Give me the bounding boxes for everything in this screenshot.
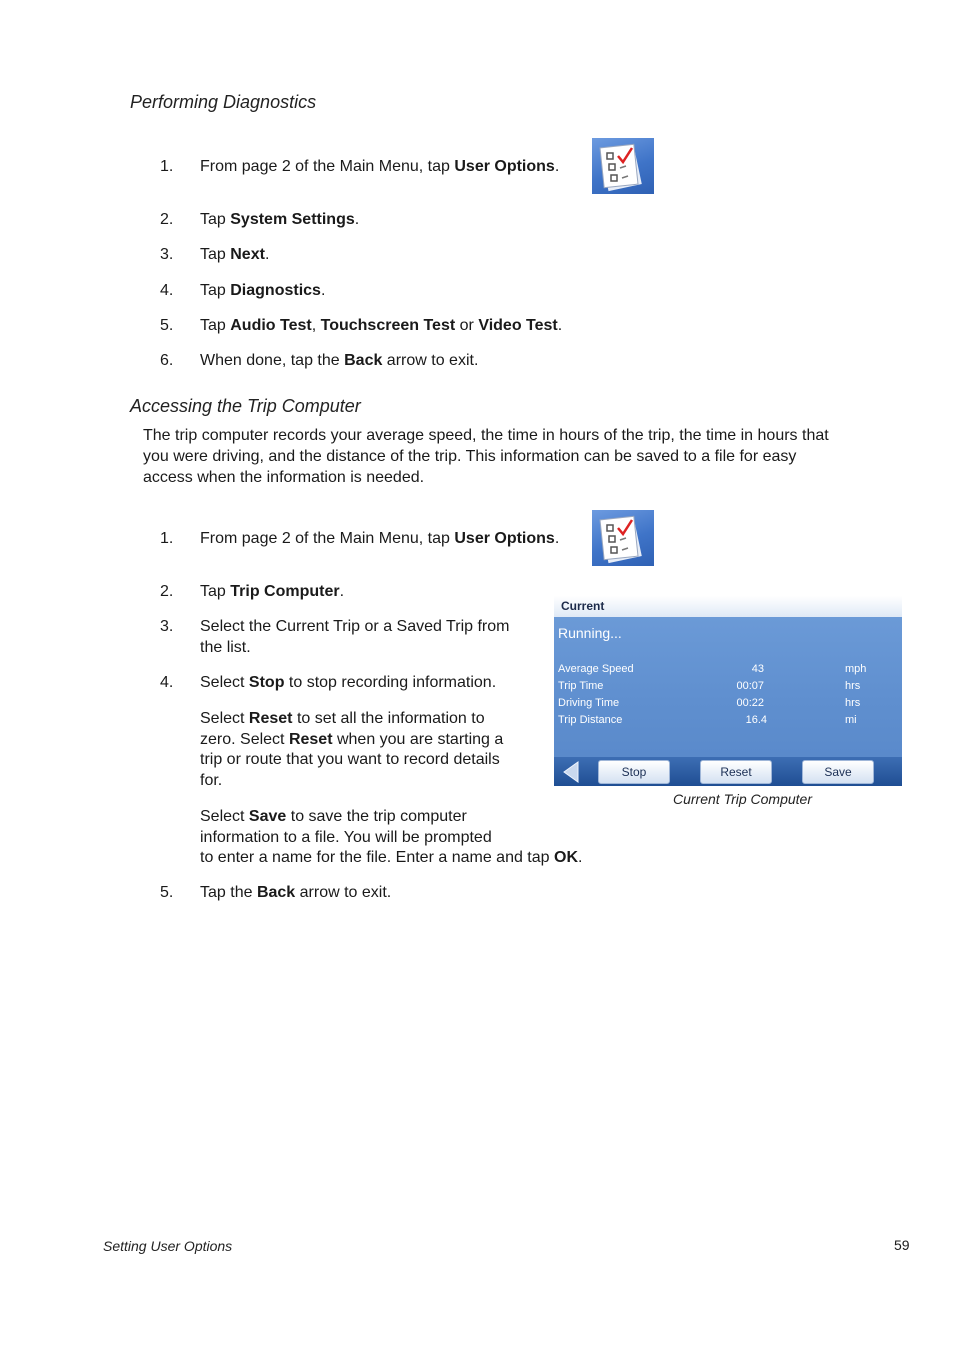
row-unit: mph <box>845 663 867 675</box>
reset-button[interactable]: Reset <box>700 760 772 784</box>
step-text: From page 2 of the Main Menu, tap User Options. <box>200 158 560 175</box>
step-text: Tap the Back arrow to exit. <box>200 884 392 901</box>
step-number: 2. <box>160 583 174 600</box>
stop-button[interactable]: Stop <box>598 760 670 784</box>
row-unit: hrs <box>845 697 861 709</box>
row-value: 00:22 <box>736 697 764 709</box>
section-heading-diagnostics: Performing Diagnostics <box>130 92 317 112</box>
trip-status: Running... <box>558 625 622 641</box>
row-label: Average Speed <box>558 663 634 675</box>
row-unit: hrs <box>845 680 861 692</box>
step-text: Tap Audio Test, Touchscreen Test or Video Test. <box>200 317 563 334</box>
intro-line: you were driving, and the distance of the trip. This information can be saved to a file for easy <box>143 448 797 465</box>
row-label: Trip Time <box>558 680 604 692</box>
step-text: Tap Next. <box>200 246 270 263</box>
trip-computer-screen <box>554 596 902 786</box>
footer-section-title: Setting User Options <box>103 1238 233 1254</box>
user-options-icon <box>592 138 654 194</box>
row-label: Trip Distance <box>558 714 623 726</box>
step-text: Tap System Settings. <box>200 211 360 228</box>
intro-paragraph <box>143 425 933 488</box>
step-number: 3. <box>160 618 174 635</box>
row-value: 16.4 <box>745 714 767 726</box>
step-number: 1. <box>160 530 174 547</box>
tab-current[interactable] <box>554 596 902 617</box>
button-bar <box>554 757 902 786</box>
row-value: 00:07 <box>736 680 764 692</box>
user-options-icon <box>592 510 654 566</box>
step-number: 4. <box>160 282 174 299</box>
trip-info-panel <box>554 617 902 757</box>
step-number: 3. <box>160 246 174 263</box>
save-button[interactable]: Save <box>802 760 874 784</box>
row-value: 43 <box>751 663 764 675</box>
step-text: Select the Current Trip or a Saved Trip from the list. <box>200 618 510 656</box>
step-number: 6. <box>160 352 174 369</box>
row-label: Driving Time <box>558 697 620 709</box>
page-number: 59 <box>894 1237 910 1253</box>
step-number: 1. <box>160 158 174 175</box>
step-text: Select Stop to stop recording information. <box>200 674 497 691</box>
step-text: From page 2 of the Main Menu, tap User Options. <box>200 530 560 547</box>
back-arrow-icon[interactable] <box>562 761 580 788</box>
tab-label: Current <box>561 599 605 613</box>
step-number: 5. <box>160 884 174 901</box>
figure-caption: Current Trip Computer <box>673 791 813 807</box>
step-text: Tap Diagnostics. <box>200 282 326 299</box>
save-paragraph: Select Save to save the trip computer information to a file. You will be prompted to enter a name for the file. Enter a name and tap OK. <box>200 808 583 866</box>
step-text: Tap Trip Computer. <box>200 583 345 600</box>
row-unit: mi <box>845 714 857 726</box>
step-number: 2. <box>160 211 174 228</box>
section-heading-trip-computer: Accessing the Trip Computer <box>130 396 361 416</box>
intro-line: The trip computer records your average speed, the time in hours of the trip, the time in hours that <box>143 427 829 444</box>
step-number: 5. <box>160 317 174 334</box>
reset-paragraph: Select Reset to set all the information to zero. Select Reset when you are starting a trip or route that you want to record details for. <box>200 710 504 789</box>
step-number: 4. <box>160 674 174 691</box>
step-text: When done, tap the Back arrow to exit. <box>200 352 479 369</box>
intro-line: access when the information is needed. <box>143 469 425 486</box>
